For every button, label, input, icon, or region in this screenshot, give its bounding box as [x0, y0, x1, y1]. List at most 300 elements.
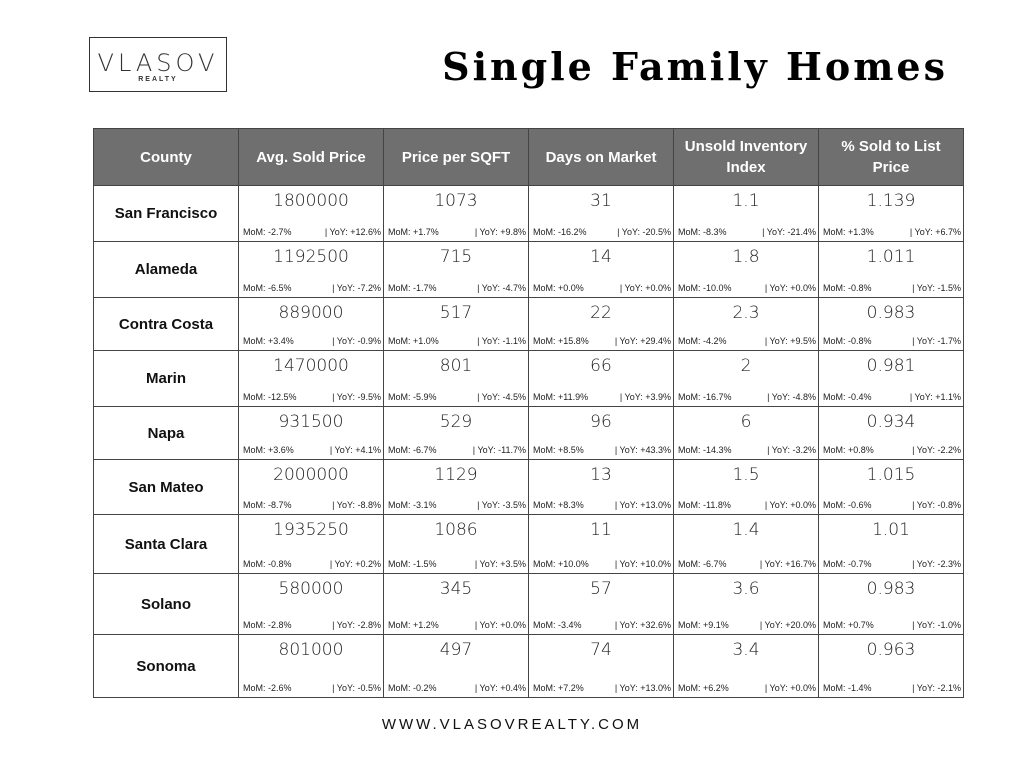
- yoy-change: | YoY: +3.5%: [474, 559, 526, 569]
- metric-cell: [819, 515, 964, 574]
- metric-cell: [529, 407, 674, 460]
- metric-cell-content: [239, 351, 383, 406]
- county-name: Santa Clara: [94, 515, 239, 574]
- metric-value: 1129: [434, 465, 478, 485]
- yoy-change: | YoY: +13.0%: [614, 683, 671, 693]
- yoy-change: | YoY: +0.0%: [474, 620, 526, 630]
- mom-change: MoM: -10.0%: [678, 283, 732, 293]
- yoy-change: | YoY: +32.6%: [614, 620, 671, 630]
- column-header: Price per SQFT: [384, 129, 529, 186]
- metric-value: 3.4: [732, 640, 760, 660]
- metric-value: 801: [439, 356, 473, 376]
- metric-cell: [819, 186, 964, 242]
- mom-change: MoM: +8.3%: [533, 500, 584, 510]
- metric-cell: [384, 186, 529, 242]
- metric-cell-content: [674, 574, 818, 634]
- metric-value: 1.01: [872, 520, 910, 540]
- metric-change: [239, 619, 383, 634]
- mom-change: MoM: +8.5%: [533, 445, 584, 455]
- metric-change: [819, 682, 963, 697]
- metric-value: 497: [439, 640, 473, 660]
- metric-change: [529, 499, 673, 514]
- yoy-change: | YoY: -1.0%: [912, 620, 961, 630]
- metric-cell: [674, 635, 819, 698]
- mom-change: MoM: -6.5%: [243, 283, 292, 293]
- metric-value: 66: [590, 356, 612, 376]
- metric-value: 0.983: [866, 303, 916, 323]
- metric-change: [674, 282, 818, 297]
- mom-change: MoM: -2.7%: [243, 227, 292, 237]
- metric-value: 11: [590, 520, 612, 540]
- metric-value: 801000: [278, 640, 344, 660]
- metric-change: [384, 391, 528, 406]
- metric-cell-content: [674, 298, 818, 350]
- metric-cell-content: [819, 298, 963, 350]
- table-row: [94, 407, 964, 460]
- mom-change: MoM: -6.7%: [678, 559, 727, 569]
- yoy-change: | YoY: -0.9%: [332, 336, 381, 346]
- metric-change: [674, 391, 818, 406]
- mom-change: MoM: +1.7%: [388, 227, 439, 237]
- website-url: WWW.VLASOVREALTY.COM: [381, 716, 643, 733]
- metric-cell-content: [384, 407, 528, 459]
- metric-value: 1.5: [732, 465, 760, 485]
- metric-cell: [384, 574, 529, 635]
- mom-change: MoM: -8.3%: [678, 227, 727, 237]
- metric-cell: [529, 574, 674, 635]
- metric-cell-content: [239, 515, 383, 573]
- mom-change: MoM: -14.3%: [678, 445, 732, 455]
- mom-change: MoM: -0.8%: [823, 283, 872, 293]
- metric-cell: [239, 574, 384, 635]
- metric-change: [674, 619, 818, 634]
- metric-value: 13: [590, 465, 612, 485]
- metric-change: [529, 619, 673, 634]
- metric-cell: [384, 460, 529, 515]
- metric-cell: [384, 242, 529, 298]
- metric-cell: [674, 298, 819, 351]
- metric-cell: [239, 407, 384, 460]
- mom-change: MoM: -1.4%: [823, 683, 872, 693]
- metric-change: [529, 558, 673, 573]
- metric-cell-content: [819, 351, 963, 406]
- metric-cell-content: [674, 242, 818, 297]
- metric-value: 1.015: [866, 465, 916, 485]
- mom-change: MoM: -1.7%: [388, 283, 437, 293]
- county-name: Marin: [94, 351, 239, 407]
- metric-change: [239, 682, 383, 697]
- yoy-change: | YoY: -0.5%: [332, 683, 381, 693]
- metric-change: [819, 444, 963, 459]
- metric-change: [529, 226, 673, 241]
- metric-value: 345: [439, 579, 473, 599]
- metric-change: [384, 335, 528, 350]
- metric-cell: [674, 460, 819, 515]
- yoy-change: | YoY: -2.8%: [332, 620, 381, 630]
- mom-change: MoM: -16.2%: [533, 227, 587, 237]
- mom-change: MoM: -0.2%: [388, 683, 437, 693]
- metric-value: 14: [590, 247, 612, 267]
- metric-cell: [384, 635, 529, 698]
- logo-subtitle: REALTY: [138, 76, 178, 83]
- metric-cell-content: [674, 186, 818, 241]
- table-row: [94, 351, 964, 407]
- metric-cell: [239, 186, 384, 242]
- table-row: [94, 298, 964, 351]
- metric-value: 931500: [278, 412, 344, 432]
- yoy-change: | YoY: -3.5%: [477, 500, 526, 510]
- metric-value: 0.934: [866, 412, 916, 432]
- metric-value: 517: [439, 303, 473, 323]
- metric-value: 1.4: [732, 520, 760, 540]
- mom-change: MoM: +0.8%: [823, 445, 874, 455]
- metric-cell-content: [529, 574, 673, 634]
- metric-cell-content: [674, 635, 818, 697]
- mom-change: MoM: +0.0%: [533, 283, 584, 293]
- metric-value: 22: [590, 303, 612, 323]
- metric-cell: [819, 635, 964, 698]
- metric-value: 6: [740, 412, 752, 432]
- table-row: [94, 635, 964, 698]
- metric-value: 715: [439, 247, 473, 267]
- metric-change: [384, 682, 528, 697]
- metric-value: 1935250: [273, 520, 349, 540]
- metric-cell: [384, 515, 529, 574]
- mom-change: MoM: -4.2%: [678, 336, 727, 346]
- metric-change: [239, 335, 383, 350]
- metric-change: [529, 444, 673, 459]
- metric-change: [239, 558, 383, 573]
- yoy-change: | YoY: -20.5%: [617, 227, 671, 237]
- yoy-change: | YoY: +0.4%: [474, 683, 526, 693]
- yoy-change: | YoY: +9.8%: [474, 227, 526, 237]
- metric-cell: [529, 460, 674, 515]
- metric-cell-content: [239, 186, 383, 241]
- metric-value: 1.8: [732, 247, 760, 267]
- metric-change: [819, 619, 963, 634]
- yoy-change: | YoY: +6.7%: [909, 227, 961, 237]
- county-name: Napa: [94, 407, 239, 460]
- metric-change: [674, 444, 818, 459]
- metric-cell: [819, 460, 964, 515]
- metric-cell-content: [239, 407, 383, 459]
- county-name: Alameda: [94, 242, 239, 298]
- metric-value: 580000: [278, 579, 344, 599]
- metric-cell: [529, 515, 674, 574]
- metric-cell-content: [674, 351, 818, 406]
- metric-cell: [674, 574, 819, 635]
- metric-value: 2.3: [732, 303, 760, 323]
- mom-change: MoM: -0.8%: [823, 336, 872, 346]
- metric-cell: [819, 574, 964, 635]
- metric-change: [819, 335, 963, 350]
- metric-change: [239, 226, 383, 241]
- market-stats-table-container: [93, 128, 963, 698]
- metric-cell: [819, 351, 964, 407]
- metric-value: 0.963: [866, 640, 916, 660]
- yoy-change: | YoY: +43.3%: [614, 445, 671, 455]
- metric-cell-content: [674, 460, 818, 514]
- yoy-change: | YoY: +12.6%: [324, 227, 381, 237]
- metric-change: [674, 499, 818, 514]
- metric-change: [239, 499, 383, 514]
- mom-change: MoM: +1.0%: [388, 336, 439, 346]
- metric-cell-content: [819, 515, 963, 573]
- metric-value: 57: [590, 579, 612, 599]
- table-row: [94, 460, 964, 515]
- metric-cell: [674, 351, 819, 407]
- table-row: [94, 186, 964, 242]
- metric-change: [674, 226, 818, 241]
- metric-cell-content: [529, 351, 673, 406]
- metric-cell: [674, 242, 819, 298]
- metric-cell-content: [819, 186, 963, 241]
- yoy-change: | YoY: -8.8%: [332, 500, 381, 510]
- mom-change: MoM: -0.7%: [823, 559, 872, 569]
- metric-value: 3.6: [732, 579, 760, 599]
- metric-cell-content: [384, 351, 528, 406]
- metric-change: [384, 282, 528, 297]
- metric-cell-content: [384, 242, 528, 297]
- metric-change: [819, 282, 963, 297]
- metric-value: 0.981: [866, 356, 916, 376]
- column-header: County: [94, 129, 239, 186]
- county-name: Contra Costa: [94, 298, 239, 351]
- yoy-change: | YoY: -2.3%: [912, 559, 961, 569]
- yoy-change: | YoY: +13.0%: [614, 500, 671, 510]
- yoy-change: | YoY: -11.7%: [472, 445, 526, 455]
- metric-cell-content: [384, 186, 528, 241]
- county-name: Sonoma: [94, 635, 239, 698]
- metric-value: 74: [590, 640, 612, 660]
- market-stats-table: [93, 128, 964, 698]
- metric-cell-content: [674, 407, 818, 459]
- metric-change: [529, 682, 673, 697]
- mom-change: MoM: +0.7%: [823, 620, 874, 630]
- metric-change: [529, 391, 673, 406]
- metric-cell: [239, 351, 384, 407]
- metric-cell-content: [529, 635, 673, 697]
- mom-change: MoM: +3.6%: [243, 445, 294, 455]
- metric-cell: [529, 298, 674, 351]
- metric-change: [239, 282, 383, 297]
- metric-value: 1.1: [732, 191, 760, 211]
- metric-cell: [819, 242, 964, 298]
- metric-cell: [529, 635, 674, 698]
- mom-change: MoM: -11.8%: [678, 500, 731, 510]
- metric-value: 2000000: [273, 465, 349, 485]
- metric-cell-content: [674, 515, 818, 573]
- table-header-row: [94, 129, 964, 186]
- metric-cell-content: [384, 635, 528, 697]
- metric-cell-content: [239, 460, 383, 514]
- metric-cell: [239, 515, 384, 574]
- metric-change: [819, 226, 963, 241]
- mom-change: MoM: -16.7%: [678, 392, 732, 402]
- logo-wordmark: VLASOV: [97, 49, 219, 77]
- yoy-change: | YoY: -4.8%: [767, 392, 816, 402]
- metric-change: [529, 282, 673, 297]
- metric-cell: [529, 351, 674, 407]
- metric-cell-content: [819, 574, 963, 634]
- metric-change: [384, 558, 528, 573]
- metric-change: [239, 444, 383, 459]
- yoy-change: | YoY: +10.0%: [614, 559, 671, 569]
- yoy-change: | YoY: +20.0%: [759, 620, 816, 630]
- mom-change: MoM: +1.3%: [823, 227, 874, 237]
- metric-cell: [674, 407, 819, 460]
- mom-change: MoM: -2.8%: [243, 620, 292, 630]
- company-logo: [89, 37, 227, 92]
- mom-change: MoM: -3.4%: [533, 620, 582, 630]
- yoy-change: | YoY: -3.2%: [767, 445, 816, 455]
- metric-cell: [384, 298, 529, 351]
- mom-change: MoM: -0.8%: [243, 559, 292, 569]
- yoy-change: | YoY: +0.0%: [764, 283, 816, 293]
- metric-cell: [239, 298, 384, 351]
- mom-change: MoM: +15.8%: [533, 336, 589, 346]
- county-name: San Francisco: [94, 186, 239, 242]
- metric-change: [674, 558, 818, 573]
- column-header: Unsold Inventory Index: [674, 129, 819, 186]
- mom-change: MoM: +10.0%: [533, 559, 589, 569]
- yoy-change: | YoY: -2.2%: [912, 445, 961, 455]
- yoy-change: | YoY: +0.2%: [329, 559, 381, 569]
- yoy-change: | YoY: -1.5%: [912, 283, 961, 293]
- metric-value: 1073: [434, 191, 478, 211]
- metric-cell: [819, 298, 964, 351]
- metric-cell-content: [239, 298, 383, 350]
- mom-change: MoM: -0.4%: [823, 392, 872, 402]
- metric-cell: [819, 407, 964, 460]
- yoy-change: | YoY: +1.1%: [909, 392, 961, 402]
- yoy-change: | YoY: +9.5%: [764, 336, 816, 346]
- metric-cell-content: [529, 298, 673, 350]
- yoy-change: | YoY: -1.1%: [477, 336, 526, 346]
- yoy-change: | YoY: -4.5%: [477, 392, 526, 402]
- metric-change: [384, 226, 528, 241]
- metric-cell-content: [819, 407, 963, 459]
- metric-cell-content: [529, 186, 673, 241]
- metric-cell-content: [384, 460, 528, 514]
- yoy-change: | YoY: -0.8%: [912, 500, 961, 510]
- metric-cell-content: [819, 460, 963, 514]
- table-row: [94, 515, 964, 574]
- metric-cell: [239, 635, 384, 698]
- metric-value: 1.139: [866, 191, 916, 211]
- metric-cell-content: [819, 242, 963, 297]
- metric-value: 889000: [278, 303, 344, 323]
- yoy-change: | YoY: +0.0%: [764, 683, 816, 693]
- metric-change: [384, 444, 528, 459]
- metric-cell: [674, 515, 819, 574]
- yoy-change: | YoY: +0.0%: [619, 283, 671, 293]
- page-title: Single Family Homes: [442, 44, 948, 89]
- mom-change: MoM: -2.6%: [243, 683, 292, 693]
- table-row: [94, 242, 964, 298]
- metric-cell: [529, 242, 674, 298]
- metric-cell-content: [384, 298, 528, 350]
- yoy-change: | YoY: -9.5%: [332, 392, 381, 402]
- county-name: Solano: [94, 574, 239, 635]
- mom-change: MoM: +6.2%: [678, 683, 729, 693]
- metric-value: 1192500: [273, 247, 349, 267]
- metric-change: [819, 499, 963, 514]
- mom-change: MoM: -1.5%: [388, 559, 437, 569]
- mom-change: MoM: -5.9%: [388, 392, 437, 402]
- metric-value: 0.983: [866, 579, 916, 599]
- column-header: % Sold to List Price: [819, 129, 964, 186]
- metric-value: 31: [590, 191, 612, 211]
- yoy-change: | YoY: -7.2%: [332, 283, 381, 293]
- metric-cell: [384, 351, 529, 407]
- mom-change: MoM: -12.5%: [243, 392, 297, 402]
- metric-cell-content: [819, 635, 963, 697]
- yoy-change: | YoY: +29.4%: [614, 336, 671, 346]
- column-header: Avg. Sold Price: [239, 129, 384, 186]
- metric-change: [674, 682, 818, 697]
- metric-change: [819, 391, 963, 406]
- metric-cell-content: [239, 635, 383, 697]
- mom-change: MoM: -6.7%: [388, 445, 437, 455]
- metric-value: 1800000: [273, 191, 349, 211]
- metric-cell-content: [529, 407, 673, 459]
- metric-cell-content: [239, 242, 383, 297]
- column-header: Days on Market: [529, 129, 674, 186]
- yoy-change: | YoY: +16.7%: [759, 559, 816, 569]
- yoy-change: | YoY: +4.1%: [329, 445, 381, 455]
- mom-change: MoM: +7.2%: [533, 683, 584, 693]
- mom-change: MoM: -3.1%: [388, 500, 437, 510]
- yoy-change: | YoY: -2.1%: [912, 683, 961, 693]
- metric-cell-content: [529, 242, 673, 297]
- metric-change: [674, 335, 818, 350]
- mom-change: MoM: +11.9%: [533, 392, 589, 402]
- metric-change: [819, 558, 963, 573]
- metric-value: 2: [740, 356, 752, 376]
- metric-value: 529: [439, 412, 473, 432]
- metric-cell-content: [529, 460, 673, 514]
- yoy-change: | YoY: -4.7%: [477, 283, 526, 293]
- metric-change: [384, 499, 528, 514]
- county-name: San Mateo: [94, 460, 239, 515]
- metric-cell-content: [239, 574, 383, 634]
- yoy-change: | YoY: +0.0%: [764, 500, 816, 510]
- mom-change: MoM: +3.4%: [243, 336, 294, 346]
- metric-cell: [674, 186, 819, 242]
- mom-change: MoM: +9.1%: [678, 620, 729, 630]
- yoy-change: | YoY: +3.9%: [619, 392, 671, 402]
- metric-cell-content: [529, 515, 673, 573]
- metric-change: [529, 335, 673, 350]
- yoy-change: | YoY: -21.4%: [762, 227, 816, 237]
- metric-cell: [529, 186, 674, 242]
- metric-value: 1470000: [273, 356, 349, 376]
- metric-cell-content: [384, 515, 528, 573]
- mom-change: MoM: -0.6%: [823, 500, 872, 510]
- mom-change: MoM: -8.7%: [243, 500, 292, 510]
- metric-cell: [384, 407, 529, 460]
- yoy-change: | YoY: -1.7%: [912, 336, 961, 346]
- metric-value: 96: [590, 412, 612, 432]
- mom-change: MoM: +1.2%: [388, 620, 439, 630]
- metric-change: [384, 619, 528, 634]
- metric-cell: [239, 242, 384, 298]
- metric-value: 1.011: [866, 247, 916, 267]
- metric-cell-content: [384, 574, 528, 634]
- metric-cell: [239, 460, 384, 515]
- metric-value: 1086: [434, 520, 478, 540]
